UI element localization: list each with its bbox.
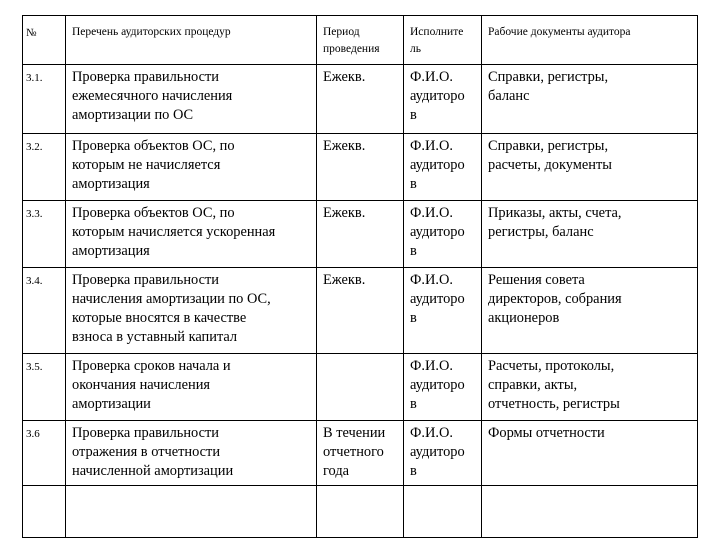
row-documents: Решения совета директоров, собрания акционеров [482,268,698,354]
table-row [23,268,698,354]
row-period: В течении отчетного года [317,421,404,486]
row-period: Ежекв. [317,134,404,201]
row-number: 3.6 [23,421,66,486]
table-row [23,201,698,268]
empty-cell [482,486,698,538]
row-executor: Ф.И.О. аудиторо в [404,201,482,268]
row-number: 3.1. [23,65,66,134]
row-procedure: Проверка правильности отражения в отчетности начисленной амортизации [66,421,317,486]
row-procedure: Проверка правильности ежемесячного начисления амортизации по ОС [66,65,317,134]
table-header-row [23,16,698,65]
row-executor: Ф.И.О. аудиторо в [404,421,482,486]
table-row [23,65,698,134]
row-procedure: Проверка правильности начисления амортизации по ОС, которые вносятся в качестве взноса в уставный капитал [66,268,317,354]
header-period: Период проведения [317,16,404,65]
empty-cell [317,486,404,538]
row-period: Ежекв. [317,65,404,134]
row-procedure: Проверка сроков начала и окончания начисления амортизации [66,354,317,421]
header-executor: Исполните ль [404,16,482,65]
row-documents: Справки, регистры, баланс [482,65,698,134]
header-number: № [23,16,66,65]
table-row [23,134,698,201]
row-period [317,354,404,421]
table-row [23,421,698,486]
row-documents: Формы отчетности [482,421,698,486]
audit-procedures-table [22,15,698,538]
row-period: Ежекв. [317,268,404,354]
row-executor: Ф.И.О. аудиторо в [404,134,482,201]
row-number: 3.2. [23,134,66,201]
row-period: Ежекв. [317,201,404,268]
row-executor: Ф.И.О. аудиторо в [404,65,482,134]
empty-cell [66,486,317,538]
empty-cell [23,486,66,538]
row-procedure: Проверка объектов ОС, по которым не начисляется амортизация [66,134,317,201]
row-documents: Расчеты, протоколы, справки, акты, отчетность, регистры [482,354,698,421]
row-number: 3.3. [23,201,66,268]
table-row-empty [23,486,698,538]
header-documents: Рабочие документы аудитора [482,16,698,65]
table-row [23,354,698,421]
row-documents: Справки, регистры, расчеты, документы [482,134,698,201]
row-executor: Ф.И.О. аудиторо в [404,268,482,354]
row-number: 3.4. [23,268,66,354]
row-executor: Ф.И.О. аудиторо в [404,354,482,421]
row-procedure: Проверка объектов ОС, по которым начисляется ускоренная амортизация [66,201,317,268]
empty-cell [404,486,482,538]
row-number: 3.5. [23,354,66,421]
header-procedures: Перечень аудиторских процедур [66,16,317,65]
row-documents: Приказы, акты, счета, регистры, баланс [482,201,698,268]
